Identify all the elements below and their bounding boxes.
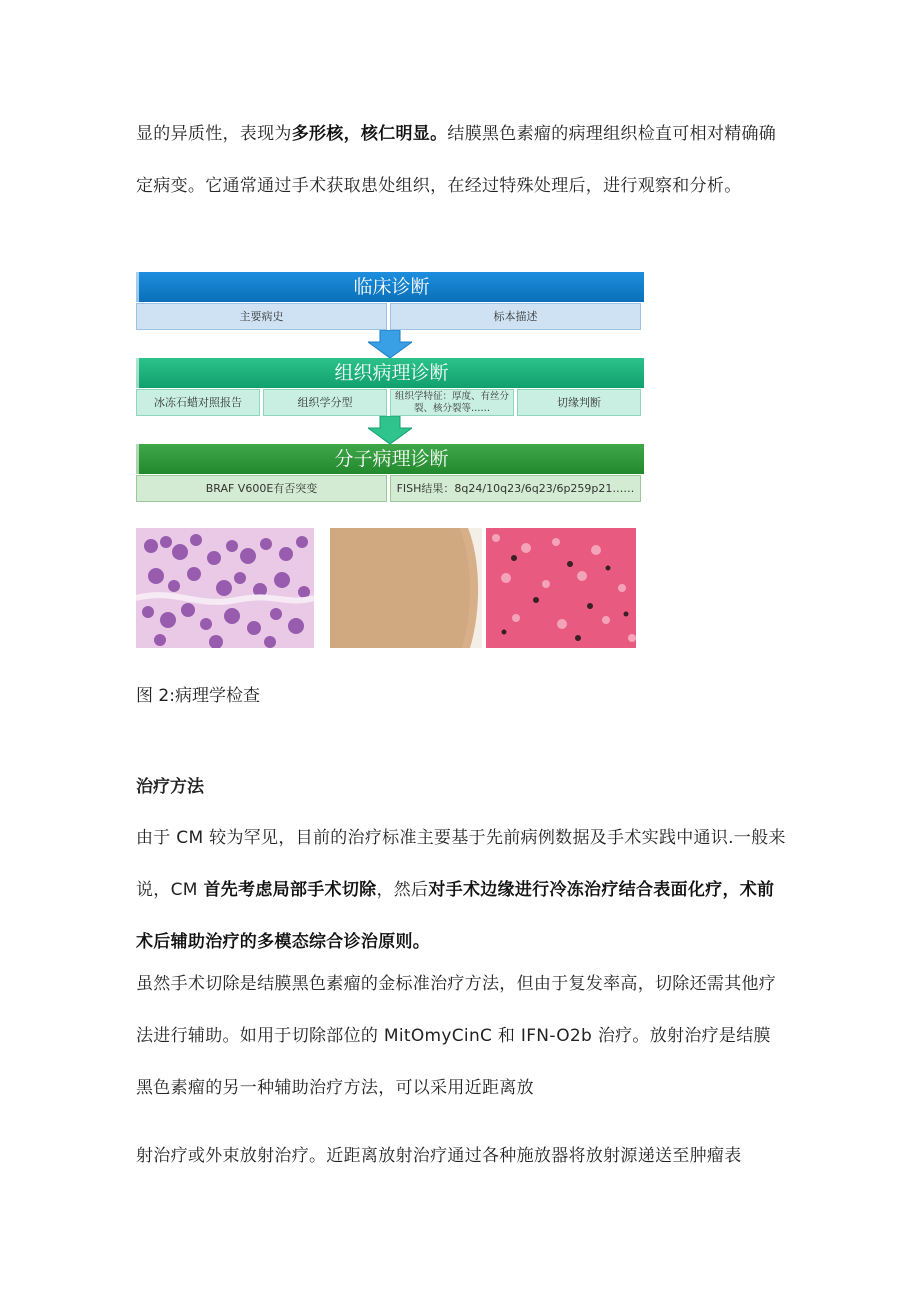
flow-cell: 组织学分型 (263, 389, 387, 416)
histopathology-row (136, 389, 641, 416)
treatment-heading: 治疗方法 (136, 777, 204, 797)
treatment-paragraph-3: 射治疗或外束放射治疗。近距离放射治疗通过各种施放器将放射源递送至肿瘤表 (136, 1146, 742, 1166)
flow-cell: BRAF V600E有否突变 (136, 475, 387, 502)
melanin-stain-micrograph (486, 528, 636, 648)
treatment-bold: 对手术边缘进行冷冻治疗结合表面化疗，术前术后辅助治疗的多模态综合诊治原则。 (136, 880, 775, 952)
down-arrow-icon (368, 416, 412, 444)
he-stain-micrograph (136, 528, 314, 648)
intro-paragraph (136, 108, 788, 212)
flow-cell: 主要病史 (136, 303, 387, 330)
clinical-row (136, 303, 641, 330)
down-arrow-icon (368, 330, 412, 358)
clinical-diagnosis-bar: 临床诊断 (136, 272, 644, 302)
treatment-text: 由于 CM 较为罕见，目前的治疗标准主要基于先前病例数据及手术实践中通识.一般来说，CM (136, 828, 786, 900)
figure-caption: 图 2:病理学检查 (136, 686, 260, 706)
flow-cell: 冰冻石蜡对照报告 (136, 389, 260, 416)
flow-cell: 组织学特征：厚度、有丝分裂、核分裂等…… (390, 389, 514, 416)
flow-cell: 标本描述 (390, 303, 641, 330)
flow-cell: 切缘判断 (517, 389, 641, 416)
treatment-text: ，然后 (376, 880, 429, 900)
treatment-paragraph-2: 虽然手术切除是结膜黑色素瘤的金标准治疗方法，但由于复发率高，切除还需其他疗法进行辅助。如用于切除部位的 MitOmyCinC 和 IFN-O2b 治疗。放射治疗是结膜黑色素瘤的另一种辅助治疗方法，可以采用近距离放 (136, 974, 777, 1098)
intro-bold: 多形核，核仁明显。 (291, 124, 448, 144)
treatment-paragraph-1 (136, 812, 788, 968)
intro-text-2: 结膜黑色素瘤的病理组织检直可相对精确确定病变。它通常通过手术获取患处组织，在经过特殊处理后，进行观察和分析。 (136, 124, 777, 196)
ihc-stain-micrograph (330, 528, 482, 648)
molecular-diagnosis-bar: 分子病理诊断 (136, 444, 644, 474)
histopathology-bar: 组织病理诊断 (136, 358, 644, 388)
molecular-row (136, 475, 641, 502)
treatment-bold: 首先考虑局部手术切除 (203, 880, 377, 900)
flow-cell: FISH结果：8q24/10q23/6q23/6p259p21…… (390, 475, 641, 502)
diagnosis-flowchart (136, 272, 641, 502)
intro-text-1: 显的异质性，表现为 (136, 124, 292, 144)
